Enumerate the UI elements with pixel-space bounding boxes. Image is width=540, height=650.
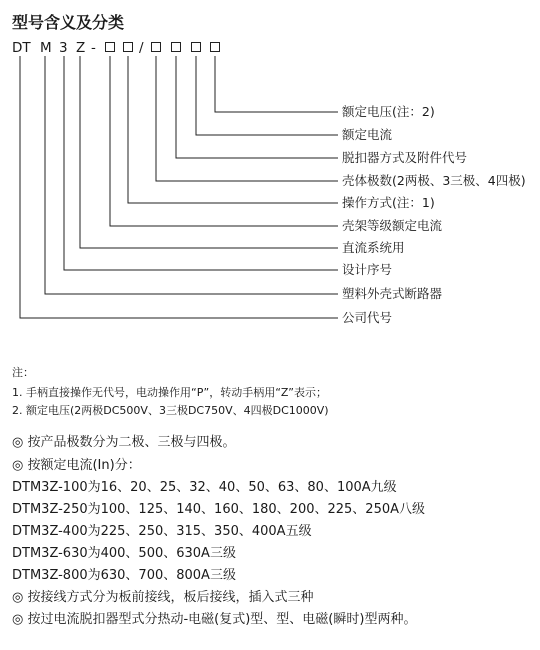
code-dash: - [91,40,96,56]
connector-mccb [45,56,338,294]
label-company-code: 公司代号 [342,310,393,325]
connector-company [20,56,338,318]
label-design-no: 设计序号 [342,262,393,277]
code-slash: / [139,40,144,56]
code-3: 3 [59,40,68,56]
feature-line: DTM3Z-400为225、250、315、350、400A五级 [12,524,312,539]
feature-line: ◎ 按过电流脱扣器型式分热动-电磁(复式)型、型、电磁(瞬时)型两种。 [12,612,417,627]
connector-dc [80,56,338,248]
code-dt: DT [12,40,31,56]
label-release-accessory: 脱扣器方式及附件代号 [342,150,468,165]
label-operation: 操作方式(注：1) [342,195,435,210]
feature-line: DTM3Z-100为16、20、25、32、40、50、63、80、100A九级 [12,480,397,495]
feature-line: ◎ 按额定电流(In)分： [12,458,141,473]
page-title: 型号含义及分类 [12,13,125,32]
code-m: M [40,40,52,56]
connector-frame-current [110,56,338,226]
connector-design-no [64,56,338,270]
label-mccb: 塑料外壳式断路器 [342,286,443,301]
label-frame-current: 壳架等级额定电流 [342,218,443,233]
label-rated-voltage: 额定电压(注：2) [342,104,435,119]
feature-line: ◎ 按接线方式分为板前接线，板后接线，插入式三种 [12,590,314,605]
connector-rated-voltage [215,56,338,112]
connector-release [176,56,338,158]
feature-line: DTM3Z-800为630、700、800A三级 [12,568,236,583]
connector-poles [156,56,338,181]
connector-rated-current [196,56,338,135]
note-item: 2. 额定电压(2两极DC500V、3三极DC750V、4四极DC1000V) [12,404,329,417]
feature-line: DTM3Z-250为100、125、140、160、180、200、225、250A八级 [12,502,426,517]
feature-line: DTM3Z-630为400、500、630A三级 [12,546,236,561]
label-poles: 壳体极数(2两极、3三极、4四极) [342,173,526,188]
code-z: Z [76,40,86,56]
note-item: 1. 手柄直接操作无代号，电动操作用“P”，转动手柄用“Z”表示； [12,386,327,399]
label-rated-current: 额定电流 [342,127,393,142]
notes-heading: 注： [12,366,34,379]
label-dc-system: 直流系统用 [342,240,405,255]
feature-line: ◎ 按产品极数分为二极、三极与四极。 [12,435,236,450]
